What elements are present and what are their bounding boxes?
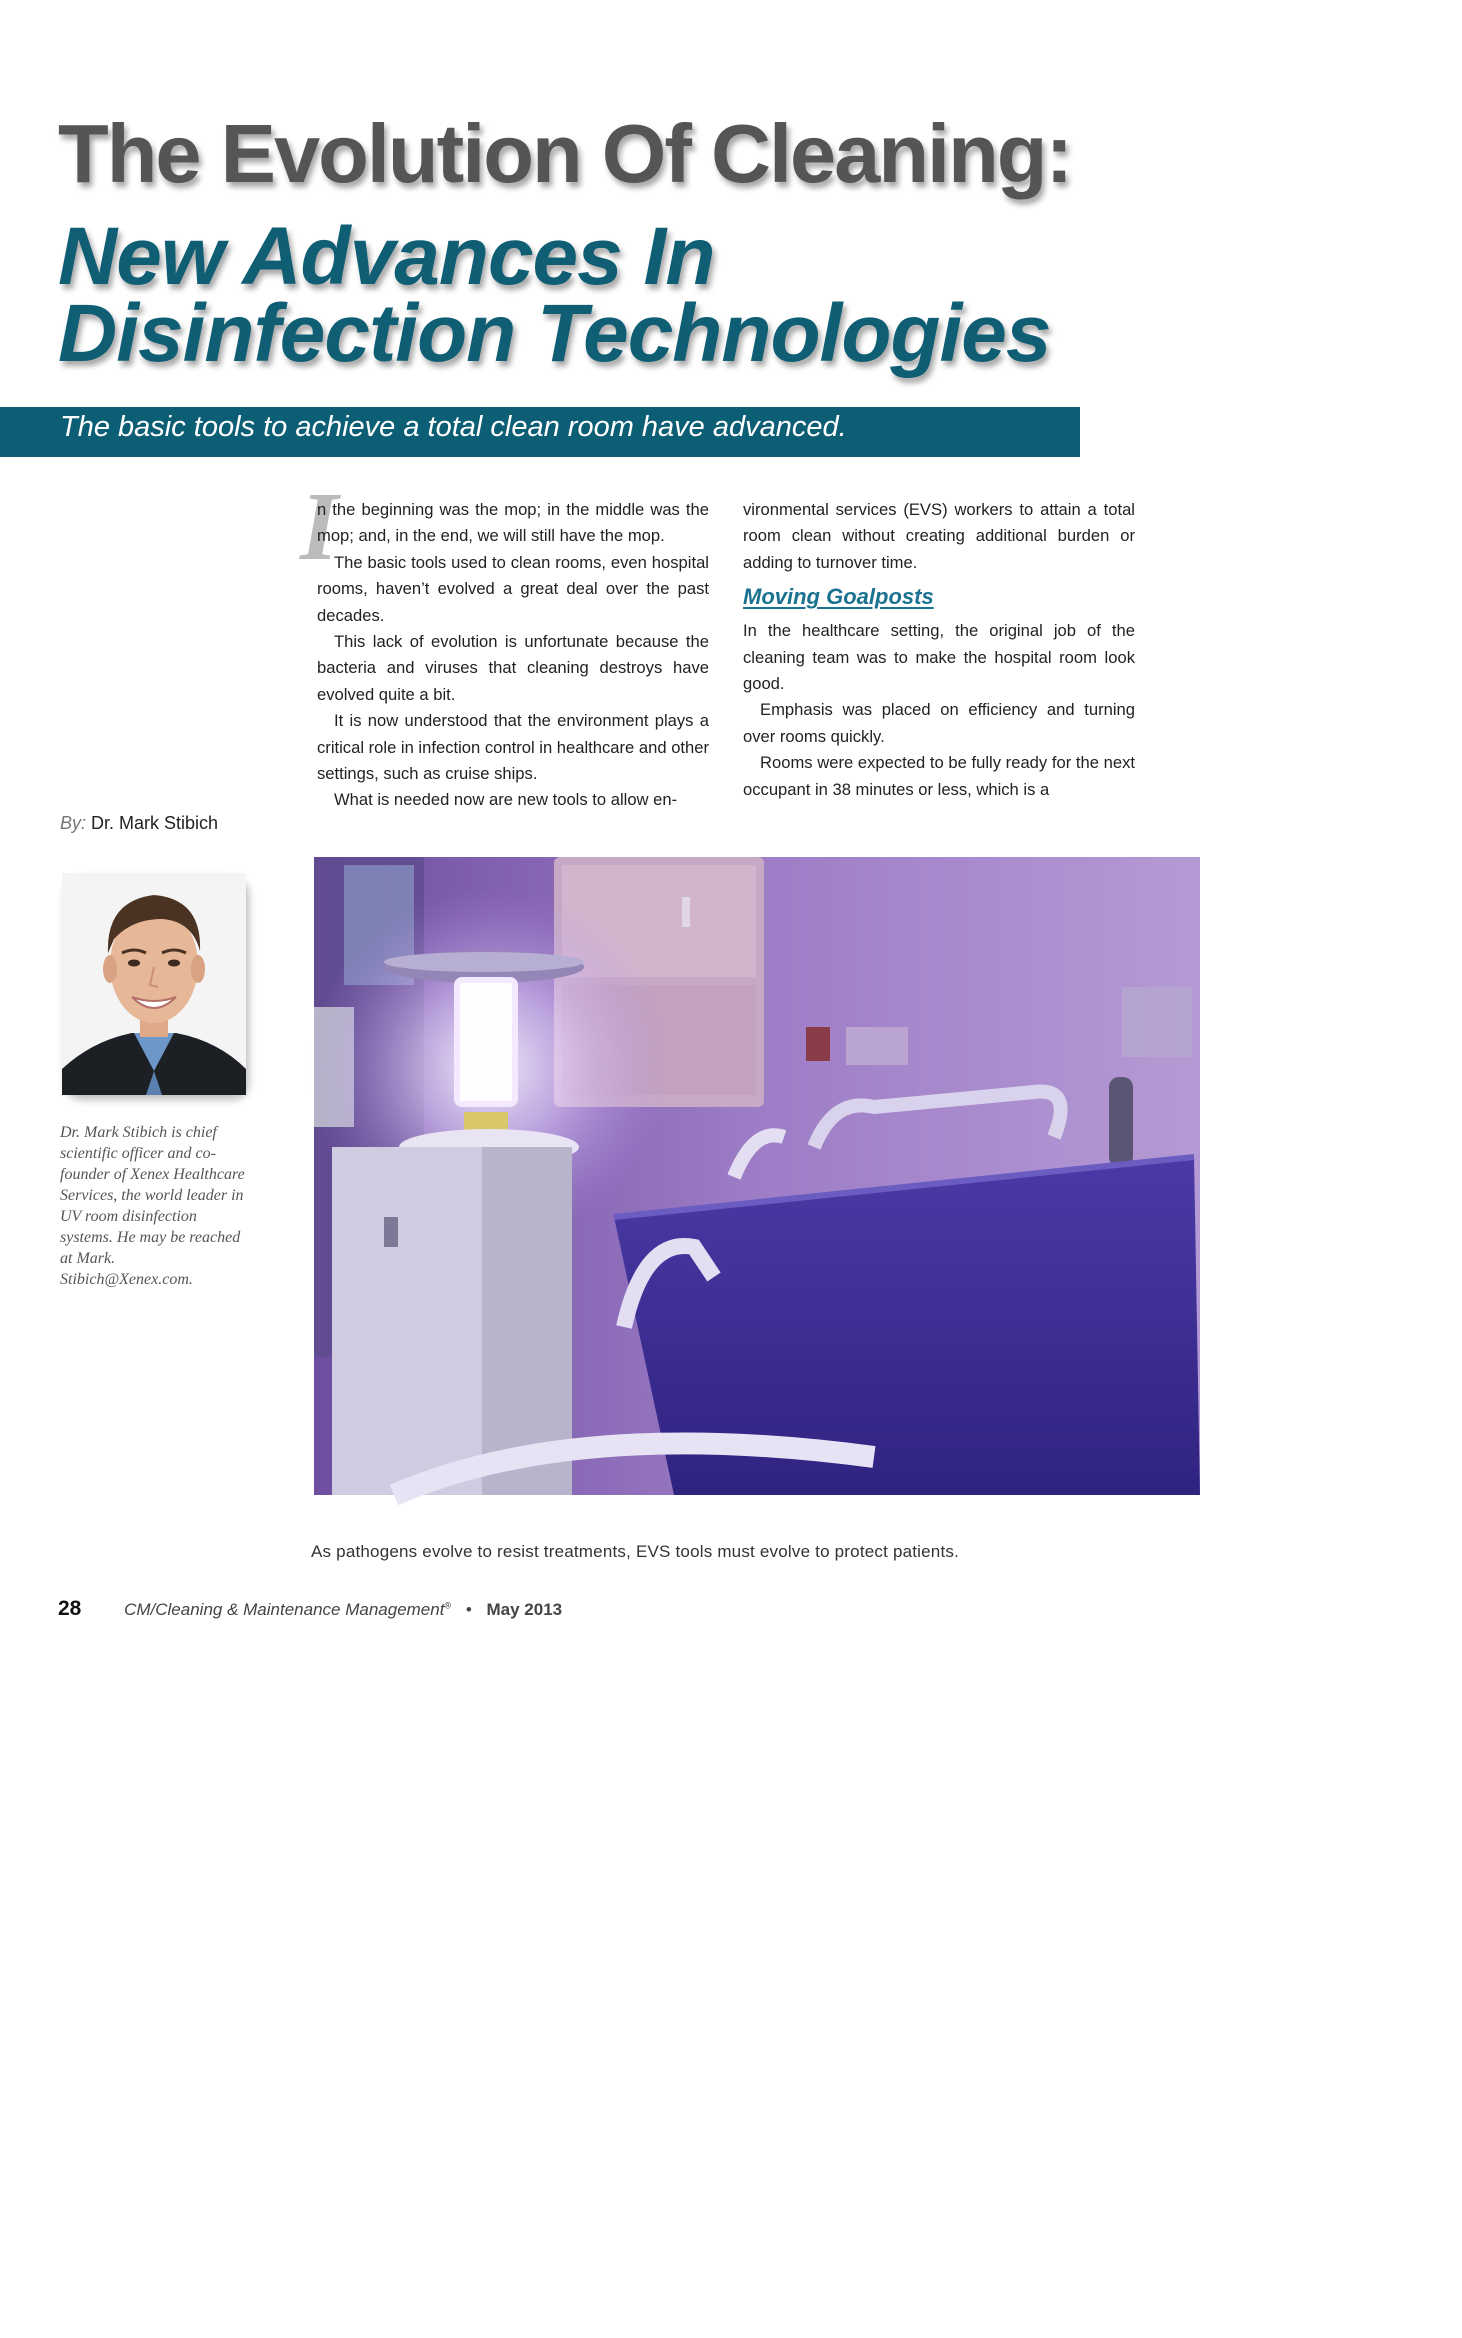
- hospital-room-illustration: [314, 857, 1200, 1495]
- drop-cap: I: [300, 473, 339, 581]
- author-portrait-illustration: [62, 873, 246, 1095]
- byline-prefix: By:: [60, 813, 87, 833]
- author-name: Dr. Mark Stibich: [91, 813, 219, 833]
- paragraph: The basic tools used to clean rooms, even hospital rooms, haven’t evolved a great deal over the past decades.: [317, 552, 709, 625]
- article-column-1: [317, 497, 709, 814]
- author-byline: [60, 813, 218, 834]
- paragraph: In the healthcare setting, the original job of the cleaning team was to make the hospital room look good.: [743, 621, 1135, 694]
- registered-mark: ®: [444, 1600, 452, 1611]
- section-subhead: Moving Goalposts: [743, 584, 934, 610]
- deck-text: The basic tools to achieve a total clean room have advanced.: [60, 411, 847, 443]
- publication-name: CM/Cleaning & Maintenance Management: [124, 1600, 445, 1619]
- paragraph: What is needed now are new tools to allow en-: [334, 790, 678, 810]
- headline-main: The Evolution Of Cleaning:: [58, 107, 1072, 200]
- paragraph: n the beginning was the mop; in the middle was the mop; and, in the end, we will still have the mop.: [317, 500, 709, 546]
- paragraph: It is now understood that the environment plays a critical role in infection control in healthcare and other settings, such as cruise ships.: [317, 711, 710, 784]
- footer-separator: •: [465, 1600, 472, 1619]
- article-column-2: [743, 497, 1135, 803]
- page-number: 28: [58, 1597, 82, 1620]
- photo-caption: As pathogens evolve to resist treatments, EVS tools must evolve to protect patients.: [311, 1542, 960, 1561]
- paragraph: This lack of evolution is unfortunate because the bacteria and viruses that cleaning destroys have evolved quite a bit.: [317, 632, 709, 704]
- headline-sub-line1: New Advances In: [58, 211, 715, 302]
- headline-sub-line2: Disinfection Technologies: [58, 288, 1051, 379]
- paragraph: Rooms were expected to be fully ready for the next occupant in 38 minutes or less, which is a: [743, 753, 1135, 799]
- author-bio: Dr. Mark Stibich is chief scientific officer and co-founder of Xenex Healthcare Services, the world leader in UV room disinfection systems. He may be reached at Mark. Stibich@Xenex.com.: [60, 1124, 245, 1288]
- paragraph: Emphasis was placed on efficiency and turning over rooms quickly.: [743, 700, 1135, 746]
- issue-date: May 2013: [486, 1600, 563, 1619]
- page-footer: [58, 1597, 562, 1621]
- paragraph-continued: vironmental services (EVS) workers to attain a total room clean without creating additional burden or adding to turnover time.: [743, 500, 1135, 572]
- photo-credit: Image courtesy of Xenex Healthcare Services: [1447, 2044, 1462, 2338]
- headline-sub: [58, 211, 1051, 379]
- author-portrait: [62, 873, 246, 1095]
